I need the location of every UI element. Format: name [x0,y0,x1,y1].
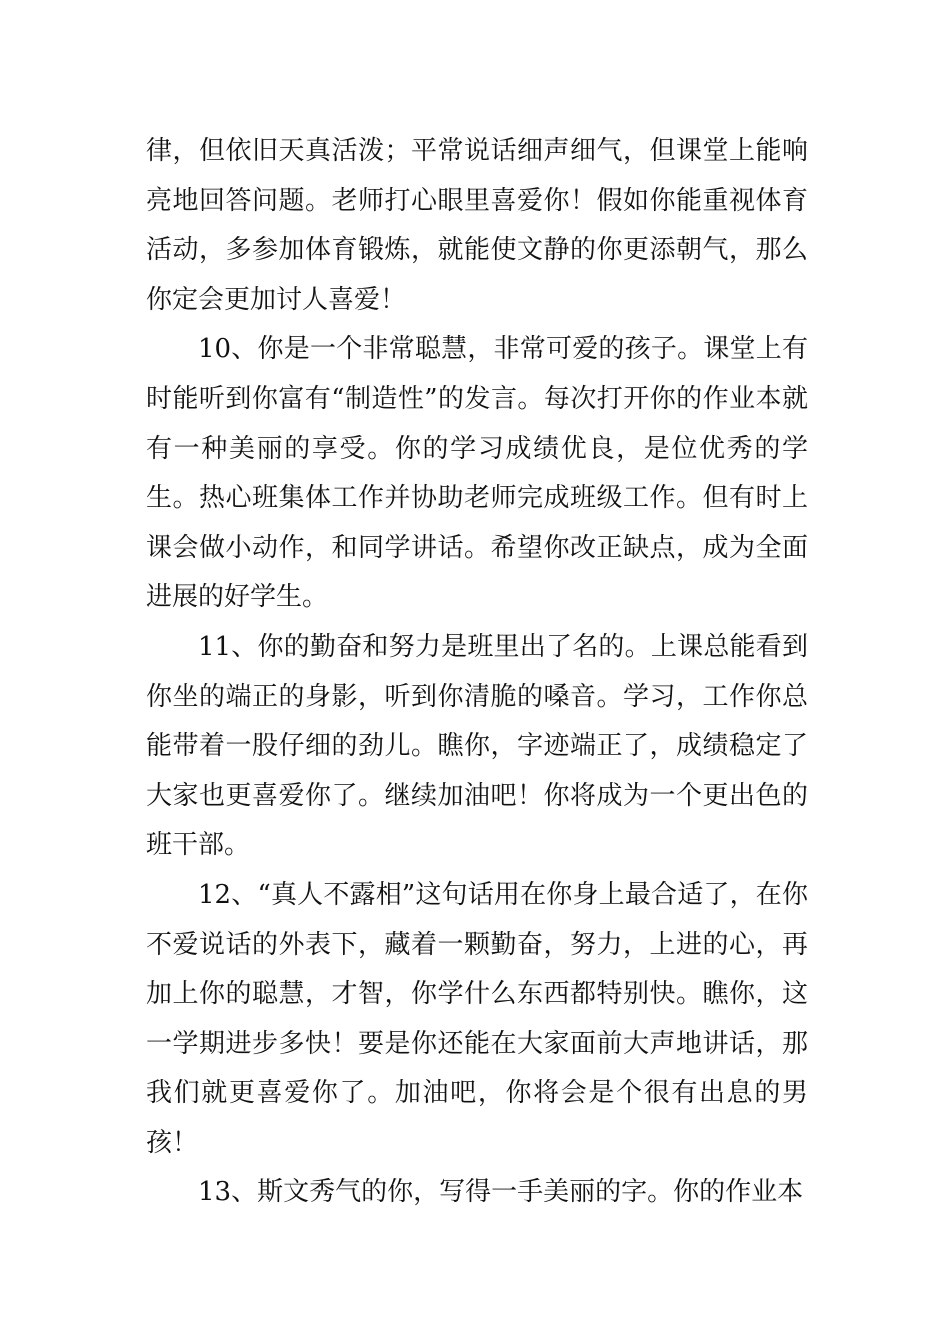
paragraph-comment-13: 13、斯文秀气的你，写得一手美丽的字。你的作业本 [198,1177,804,1208]
paragraph-comment-12: 12、“真人不露相”这句话用在你身上最合适了，在你不爱说话的外表下，藏着一颗勤奋，努力，上进的心，再加上你的聪慧，才智，你学什么东西都特别快。瞧你，这一学期进步多快！要是你还能在大家面前大声地讲话，那我们就更喜爱你了。加油吧，你将会是个很有出息的男孩！ [146,879,808,1158]
paragraph-continuation: 律，但依旧天真活泼；平常说话细声细气，但课堂上能响亮地回答问题。老师打心眼里喜爱你！假如你能重视体育活动，多参加体育锻炼，就能使文静的你更添朝气，那么你定会更加讨人喜爱！ [146,136,808,315]
paragraph-comment-10: 10、你是一个非常聪慧，非常可爱的孩子。课堂上有时能听到你富有“制造性”的发言。每次打开你的作业本就有一种美丽的享受。你的学习成绩优良，是位优秀的学生。热心班集体工作并协助老师完成班级工作。但有时上课会做小动作，和同学讲话。希望你改正缺点，成为全面进展的好学生。 [146,334,808,613]
document-body [146,127,808,1218]
paragraph-comment-11: 11、你的勤奋和努力是班里出了名的。上课总能看到你坐的端正的身影，听到你清脆的嗓音。学习，工作你总能带着一股仔细的劲儿。瞧你，字迹端正了，成绩稳定了大家也更喜爱你了。继续加油吧！你将成为一个更出色的班干部。 [146,631,808,861]
